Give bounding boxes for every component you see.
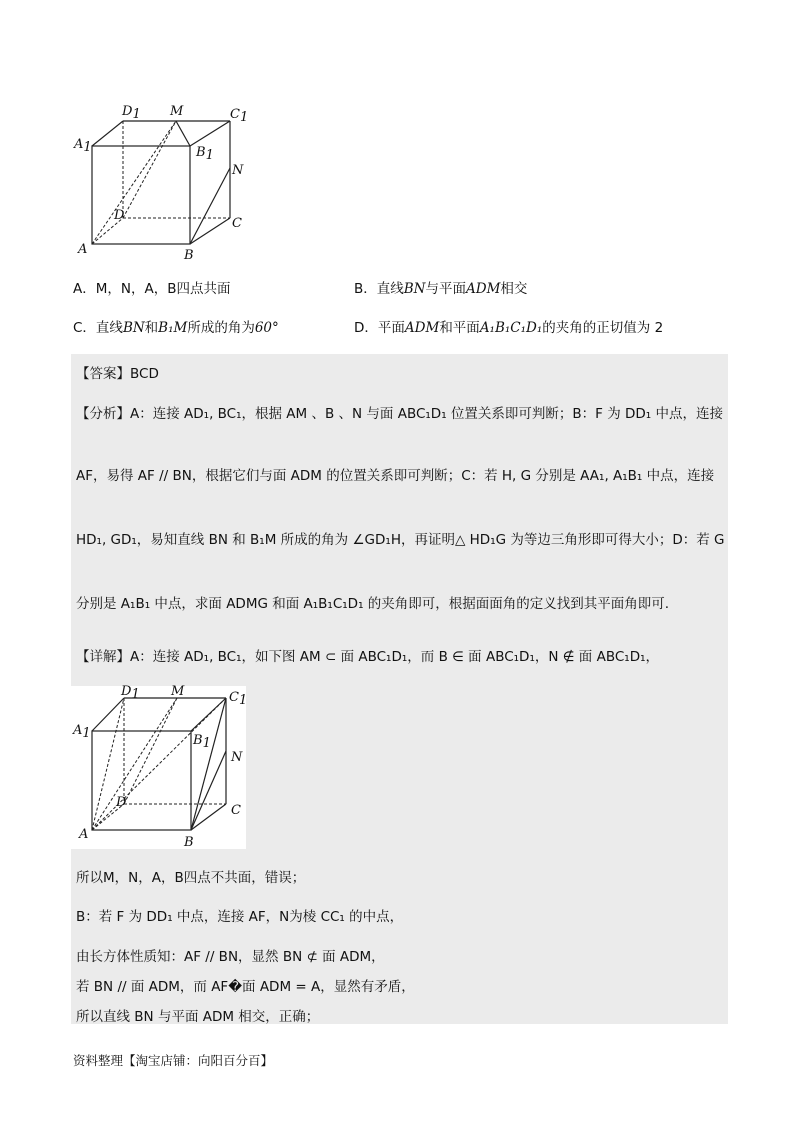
detail-line-2: 所以M，N，A，B四点不共面，错误； xyxy=(76,870,306,886)
label-b: B xyxy=(184,248,194,263)
answer-label: 【答案】BCD xyxy=(76,366,159,382)
analysis-line-1: 【分析】A：连接 AD₁, BC₁，根据 AM 、B 、N 与面 ABC₁D₁ 位置关系即可判断；B：F 为 DD₁ 中点，连接 xyxy=(76,406,724,422)
label-m: M xyxy=(170,104,184,119)
detail-line-1: 【详解】A：连接 AD₁, BC₁，如下图 AM ⊂ 面 ABC₁D₁，而 B ∈ 面 ABC₁D₁，N ∉ 面 ABC₁D₁， xyxy=(76,649,660,665)
label-d1: D1 xyxy=(122,104,141,122)
label-b: B xyxy=(184,835,194,850)
label-a: A xyxy=(78,242,88,257)
label-d: D xyxy=(116,795,127,810)
footer-text: 资料整理【淘宝店铺：向阳百分百】 xyxy=(73,1053,274,1068)
option-b: B．直线BN与平面ADM相交 xyxy=(354,281,528,297)
detail-line-3: B：若 F 为 DD₁ 中点，连接 AF，N为棱 CC₁ 的中点， xyxy=(76,909,404,925)
cube-figure-detail xyxy=(71,686,246,849)
detail-line-5: 若 BN // 面 ADM，而 AF�面 ADM = A，显然有矛盾， xyxy=(76,979,415,995)
option-a: A．M，N，A，B四点共面 xyxy=(73,281,231,297)
label-d: D xyxy=(114,208,125,223)
label-c1: C1 xyxy=(230,107,249,125)
label-c1: C1 xyxy=(229,690,248,708)
analysis-line-2: AF，易得 AF // BN，根据它们与面 ADM 的位置关系即可判断；C：若 H, G 分别是 AA₁, A₁B₁ 中点，连接 xyxy=(76,468,715,484)
option-d: D．平面ADM和平面A₁B₁C₁D₁的夹角的正切值为 2 xyxy=(354,320,664,336)
label-a: A xyxy=(79,827,89,842)
label-d1: D1 xyxy=(121,684,140,702)
label-a1: A1 xyxy=(74,137,92,155)
cube-figure-top xyxy=(68,98,258,268)
analysis-line-3: HD₁, GD₁，易知直线 BN 和 B₁M 所成的角为 ∠GD₁H，再证明△ HD₁G 为等边三角形即可得大小；D：若 G xyxy=(76,532,725,548)
label-c: C xyxy=(231,803,241,818)
label-n: N xyxy=(232,163,244,178)
label-b1: B1 xyxy=(193,733,211,751)
label-b1: B1 xyxy=(196,145,214,163)
label-a1: A1 xyxy=(73,723,91,741)
option-c: C．直线BN和B₁M所成的角为60° xyxy=(73,320,279,336)
label-n: N xyxy=(231,750,243,765)
detail-line-4: 由长方体性质知：AF // BN，显然 BN ⊄ 面 ADM， xyxy=(76,949,385,965)
label-m: M xyxy=(171,684,185,699)
analysis-line-4: 分别是 A₁B₁ 中点，求面 ADMG 和面 A₁B₁C₁D₁ 的夹角即可，根据面面角的定义找到其平面角即可. xyxy=(76,596,670,612)
label-c: C xyxy=(232,216,242,231)
detail-line-6: 所以直线 BN 与平面 ADM 相交，正确； xyxy=(76,1009,320,1025)
